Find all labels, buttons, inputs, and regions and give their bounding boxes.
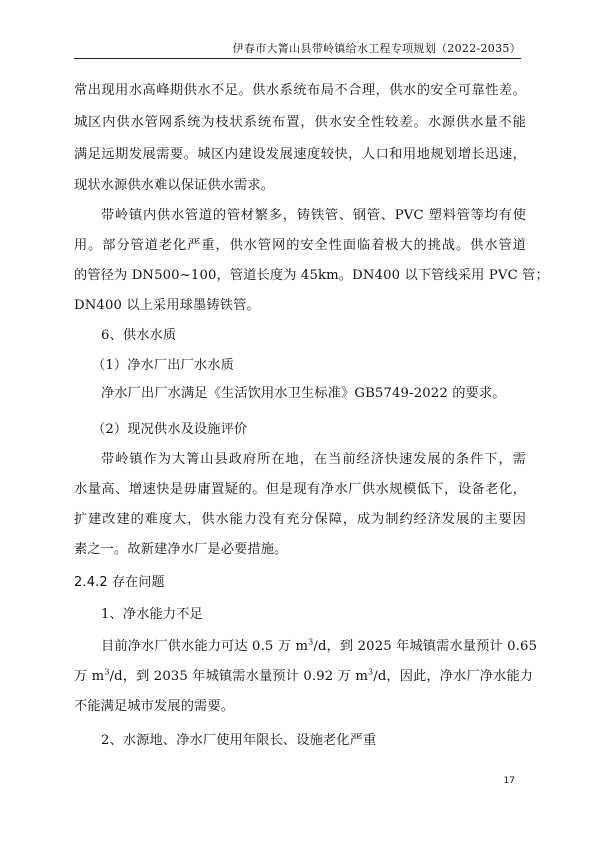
text-line: 的管径为 DN500~100，管道长度为 45km。DN400 以下管线采用 PVC 管； [74,268,549,283]
header-title: 伊春市大箐山县带岭镇给水工程专项规划（2022-2035） [232,42,521,55]
page-header [74,38,521,59]
list-heading: 1、净水能力不足 [101,607,203,622]
text-line: 现状水源供水难以保证供水需求。 [74,178,275,193]
text-line: 扩建改建的难度大，供水能力没有充分保障，成为制约经济发展的主要因 [74,512,526,527]
text-line: 不能满足城市发展的需要。 [74,699,235,714]
text-line: 城区内供水管网系统为枝状系统布置，供水安全性较差。水源供水量不能 [74,115,526,130]
text-line: 满足远期发展需要。城区内建设发展速度较快，人口和用地规划增长迅速， [74,147,526,162]
list-heading: 2、水源地、净水厂使用年限长、设施老化严重 [101,733,377,748]
section-heading: 2.4.2 存在问题 [74,575,165,590]
sub-heading: （2）现况供水及设施评价 [92,422,248,437]
list-heading: 6、供水水质 [101,328,177,343]
superscript: 3 [308,637,314,647]
text-span: 万 m [74,669,105,684]
text-span: /d，到 2035 年城镇需水量预计 0.92 万 m [109,669,368,684]
page-number: 17 [503,776,515,786]
text-line: 用。部分管道老化严重，供水管网的安全性面临着极大的挑战。供水管道 [74,238,526,253]
text-span: 目前净水厂供水能力可达 0.5 万 m [101,639,309,654]
text-line [74,637,538,657]
superscript: 3 [367,667,374,677]
sub-heading: （1）净水厂出厂水水质 [92,358,234,373]
text-span: /d，到 2025 年城镇需水量预计 0.65 [313,639,538,654]
text-line: 净水厂出厂水满足《生活饮用水卫生标准》GB5749-2022 的要求。 [101,386,506,401]
text-line: 带岭镇作为大箐山县政府所在地，在当前经济快速发展的条件下，需 [101,452,526,467]
text-line: 水量高、增速快是毋庸置疑的。但是现有净水厂供水规模低下，设备老化， [74,482,526,497]
text-line: 素之一。故新建净水厂是必要措施。 [74,542,288,557]
text-line: 常出现用水高峰期供水不足。供水系统布局不合理，供水的安全可靠性差。 [74,83,526,98]
text-line [74,667,534,687]
text-line: 带岭镇内供水管道的管材繁多，铸铁管、钢管、PVC 塑料管等均有使 [101,208,526,223]
text-span: /d，因此，净水厂净水能力 [373,669,534,684]
text-line: DN400 以上采用球墨铸铁管。 [74,298,260,313]
superscript: 3 [104,667,110,677]
